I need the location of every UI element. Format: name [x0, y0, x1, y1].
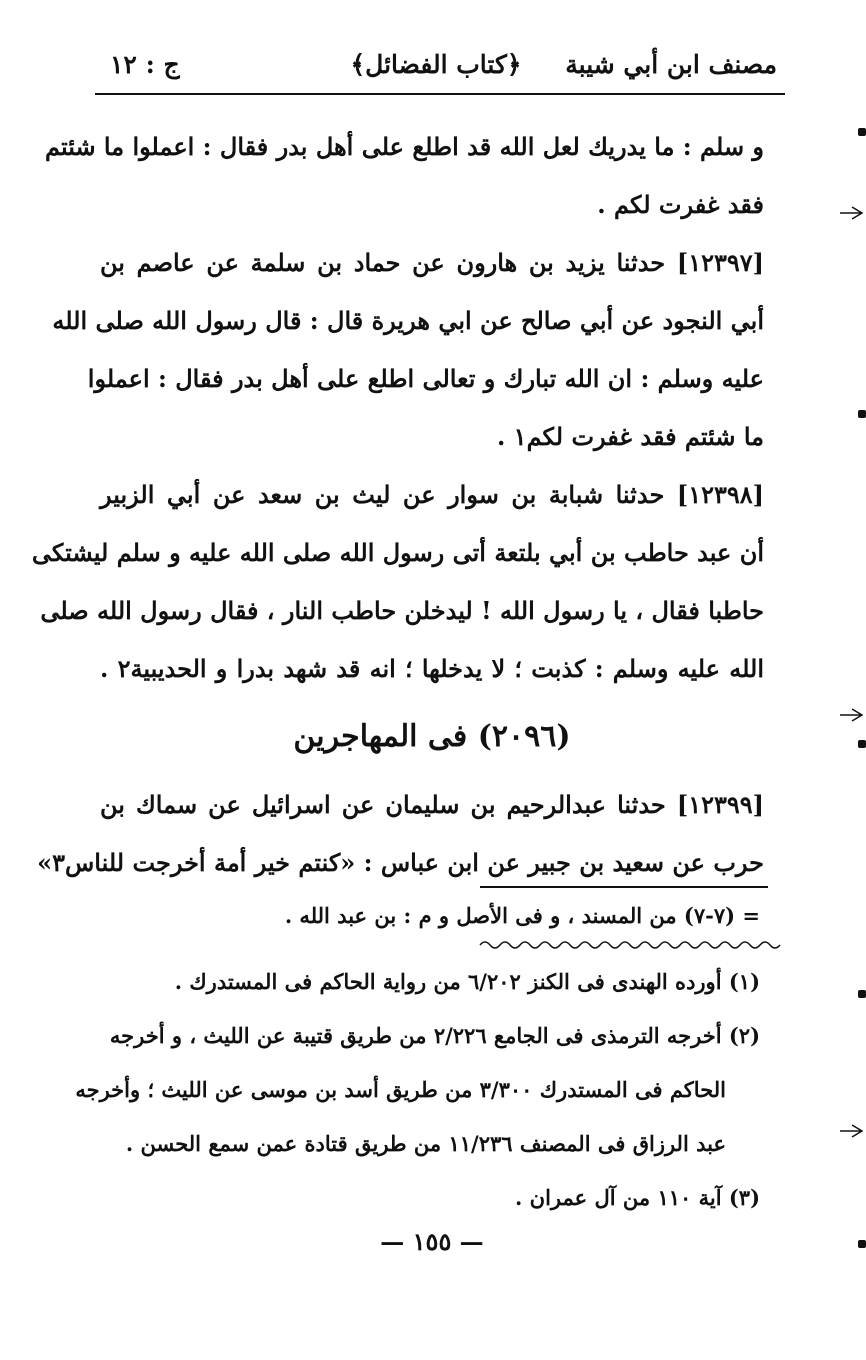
- scan-mark: [858, 990, 866, 998]
- main-text: [31, 118, 764, 892]
- footnote-2-continued: الحاكم فى المستدرك ٣/٣٠٠ من طريق أسد بن موسى عن الليث ؛ وأخرجه: [75, 1077, 726, 1102]
- footnote-2-continued: عبد الرزاق فى المصنف ١١/٢٣٦ من طريق قتادة عمن سمع الحسن .: [125, 1131, 726, 1156]
- scan-mark: [858, 1240, 866, 1248]
- hadith-12397: [١٢٣٩٧] حدثنا يزيد بن هارون عن حماد بن سلمة عن عاصم بن: [100, 248, 764, 277]
- text-line: و سلم : ما يدريك لعل الله قد اطلع على أهل بدر فقال : اعملوا ما شئتم: [45, 132, 764, 161]
- text-line: حاطبا فقال ، يا رسول الله ! ليدخلن حاطب النار ، فقال رسول الله صلى: [40, 596, 764, 625]
- scan-mark: [858, 740, 866, 748]
- text-line: فقد غفرت لكم .: [597, 190, 764, 219]
- registration-mark: [838, 1124, 864, 1138]
- section-title: ﴿كتاب الفضائل﴾: [350, 50, 522, 79]
- text-line: حرب عن سعيد بن جبير عن ابن عباس : «كنتم خير أمة أخرجت للناس٣»: [37, 848, 764, 877]
- text-line: ما شئتم فقد غفرت لكم١ .: [496, 422, 764, 451]
- text-line: عليه وسلم : ان الله تبارك و تعالى اطلع على أهل بدر فقال : اعملوا: [87, 364, 764, 393]
- footnote-2: (٢) أخرجه الترمذى فى الجامع ٢/٢٢٦ من طريق قتيبة عن الليث ، و أخرجه: [109, 1023, 760, 1048]
- page-number: — ١٥٥ —: [380, 1227, 484, 1256]
- text-line: أن عبد حاطب بن أبي بلتعة أتى رسول الله صلى الله عليه و سلم ليشتكى: [31, 538, 764, 567]
- chapter-heading: (٢٠٩٦) فى المهاجرين: [293, 719, 571, 754]
- hadith-12398: [١٢٣٩٨] حدثنا شبابة بن سوار عن ليث بن سعد عن أبي الزبير: [100, 480, 764, 509]
- book-title: مصنف ابن أبي شيبة: [565, 50, 777, 79]
- scan-mark: [858, 410, 866, 418]
- text-line: الله عليه وسلم : كذبت ؛ لا يدخلها ؛ انه قد شهد بدرا و الحديبية٢ .: [100, 654, 764, 683]
- footnotes: [75, 955, 760, 1225]
- hadith-12399: [١٢٣٩٩] حدثنا عبدالرحيم بن سليمان عن اسرائيل عن سماك بن: [100, 790, 764, 819]
- registration-mark: [838, 206, 864, 220]
- page-header: [95, 40, 777, 94]
- variant-note: = (٧-٧) من المسند ، و فى الأصل و م : بن عبد الله .: [284, 903, 760, 928]
- footnote-1: (١) أورده الهندى فى الكنز ٦/٢٠٢ من رواية الحاكم فى المستدرك .: [174, 969, 760, 994]
- volume-number: ج : ١٢: [110, 50, 180, 79]
- text-line: أبي النجود عن أبي صالح عن ابي هريرة قال : قال رسول الله صلى الله: [52, 306, 764, 335]
- footnote-separator: [480, 886, 768, 888]
- footnote-3: (٣) آية ١١٠ من آل عمران .: [515, 1185, 760, 1210]
- wavy-divider: [480, 938, 780, 952]
- registration-mark: [838, 708, 864, 722]
- scan-mark: [858, 128, 866, 136]
- header-rule: [95, 93, 785, 95]
